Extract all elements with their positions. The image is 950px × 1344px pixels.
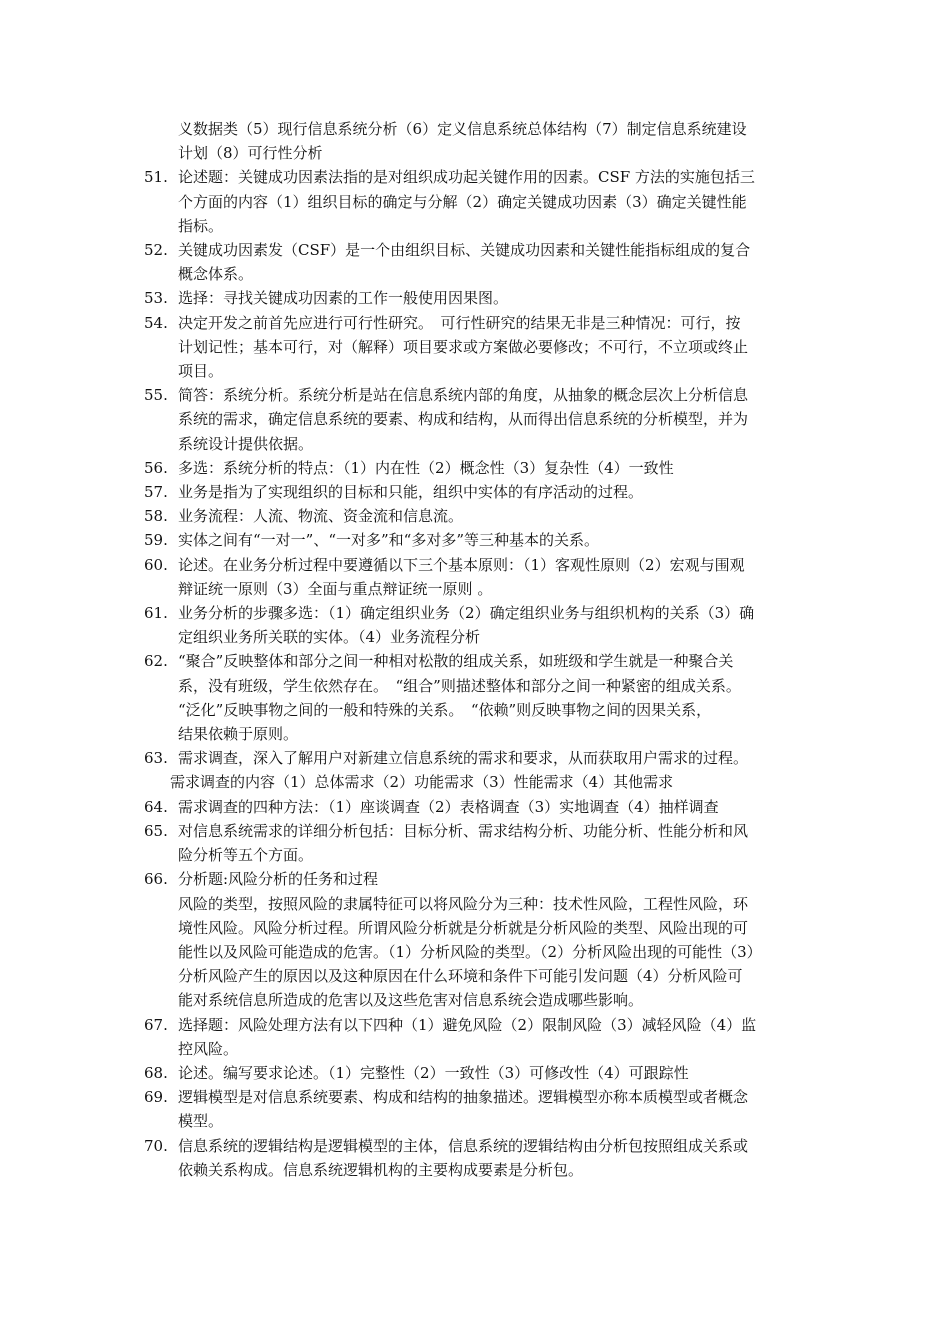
item-number: 56. <box>144 458 168 477</box>
item-text-line: 业务分析的步骤多选：（1）确定组织业务（2）确定组织业务与组织机构的关系（3）确 <box>178 604 755 623</box>
item-text-line: “泛化”反映事物之间的一般和特殊的关系。 “依赖”则反映事物之间的因果关系， <box>178 700 712 719</box>
item-text-line: 概念体系。 <box>178 265 254 284</box>
item-text-line: 系统的需求，确定信息系统的要素、构成和结构，从而得出信息系统的分析模型，并为 <box>178 410 749 429</box>
item-text-line: 需求调查，深入了解用户对新建立信息系统的需求和要求，从而获取用户需求的过程。 <box>178 749 749 768</box>
item-text-line: 个方面的内容（1）组织目标的确定与分解（2）确定关键成功因素（3）确定关键性能 <box>178 192 747 211</box>
item-text-line: 选择题：风险处理方法有以下四种（1）避免风险（2）限制风险（3）减轻风险（4）监 <box>178 1015 757 1034</box>
item-text-line: 业务是指为了实现组织的目标和只能，组织中实体的有序活动的过程。 <box>178 483 644 502</box>
list-item <box>144 528 810 552</box>
item-number: 69. <box>144 1088 168 1107</box>
list-item <box>144 819 810 867</box>
list-item <box>144 238 810 286</box>
list-item <box>144 165 810 238</box>
item-text-line: 系，没有班级，学生依然存在。 “组合”则描述整体和部分之间一种紧密的组成关系。 <box>178 676 741 695</box>
item-number: 51. <box>144 168 168 187</box>
list-item-continuation <box>144 117 810 165</box>
item-text-line: 能性以及风险可能造成的危害。（1）分析风险的类型。（2）分析风险出现的可能性（3） <box>178 942 762 961</box>
item-number: 70. <box>144 1136 168 1155</box>
list-item <box>144 504 810 528</box>
item-number: 62. <box>144 652 168 671</box>
list-item <box>144 746 810 770</box>
item-text-line: 论述。编写要求论述。（1）完整性（2）一致性（3）可修改性（4）可跟踪性 <box>178 1063 689 1082</box>
item-text-line: 结果依赖于原则。 <box>178 725 299 744</box>
item-text-line: 论述题：关键成功因素法指的是对组织成功起关键作用的因素。CSF 方法的实施包括三 <box>178 168 755 187</box>
item-number: 66. <box>144 870 168 889</box>
list-item <box>144 480 810 504</box>
item-text-line: 项目。 <box>178 362 224 381</box>
item-text-line: 计划记性；基本可行，对（解释）项目要求或方案做必要修改；不可行，不立项或终止 <box>178 337 749 356</box>
item-text-line: 义数据类（5）现行信息系统分析（6）定义信息系统总体结构（7）制定信息系统建设 <box>178 120 747 138</box>
item-text-line: 决定开发之前首先应进行可行性研究。 可行性研究的结果无非是三种情况：可行，按 <box>178 313 741 332</box>
item-number: 55. <box>144 386 168 405</box>
item-text-line: 境性风险。风险分析过程。所谓风险分析就是分析就是分析风险的类型、风险出现的可 <box>178 918 749 937</box>
item-text-line: 依赖关系构成。信息系统逻辑机构的主要构成要素是分析包。 <box>178 1160 584 1179</box>
item-text-line: 论述。在业务分析过程中要遵循以下三个基本原则：（1）客观性原则（2）宏观与围观 <box>178 555 745 574</box>
item-text-line: 定组织业务所关联的实体。（4）业务流程分析 <box>178 628 481 647</box>
item-number: 54. <box>144 313 168 332</box>
item-text-line: 信息系统的逻辑结构是逻辑模型的主体，信息系统的逻辑结构由分析包按照组成关系或 <box>178 1136 749 1155</box>
list-item <box>144 311 810 384</box>
list-item <box>144 553 810 601</box>
item-text-line: “聚合”反映整体和部分之间一种相对松散的组成关系，如班级和学生就是一种聚合关 <box>178 652 734 671</box>
item-number: 64. <box>144 797 168 816</box>
item-text-line: 系统设计提供依据。 <box>178 434 314 453</box>
item-number: 52. <box>144 241 168 260</box>
item-text-line: 多选：系统分析的特点：（1）内在性（2）概念性（3）复杂性（4）一致性 <box>178 458 674 477</box>
item-text-line: 控风险。 <box>178 1039 239 1058</box>
item-text-line: 逻辑模型是对信息系统要素、构成和结构的抽象描述。逻辑模型亦称本质模型或者概念 <box>178 1088 749 1107</box>
list-item <box>144 601 810 649</box>
list-item <box>144 286 810 310</box>
item-text-line: 选择：寻找关键成功因素的工作一般使用因果图。 <box>178 289 509 308</box>
item-number: 63. <box>144 749 168 768</box>
list-item <box>144 795 810 819</box>
item-number: 61. <box>144 604 168 623</box>
item-number: 68. <box>144 1063 168 1082</box>
item-text-line: 需求调查的内容（1）总体需求（2）功能需求（3）性能需求（4）其他需求 <box>170 773 674 792</box>
item-text-line: 能对系统信息所造成的危害以及这些危害对信息系统会造成哪些影响。 <box>178 991 644 1010</box>
item-number: 67. <box>144 1015 168 1034</box>
list-item <box>144 867 810 1012</box>
item-text-line: 对信息系统需求的详细分析包括：目标分析、需求结构分析、功能分析、性能分析和风 <box>178 821 749 840</box>
item-text-line: 指标。 <box>178 216 224 235</box>
list-item <box>144 383 810 456</box>
item-text-line: 简答：系统分析。系统分析是站在信息系统内部的角度，从抽象的概念层次上分析信息 <box>178 386 749 405</box>
document-body <box>144 117 810 1182</box>
item-text-line: 风险的类型，按照风险的隶属特征可以将风险分为三种：技术性风险，工程性风险，环 <box>178 894 749 913</box>
item-number: 53. <box>144 289 168 308</box>
item-text-line: 模型。 <box>178 1112 224 1131</box>
item-text-line: 关键成功因素发（CSF）是一个由组织目标、关键成功因素和关键性能指标组成的复合 <box>178 241 751 260</box>
item-number: 59. <box>144 531 168 550</box>
item-number: 65. <box>144 821 168 840</box>
item-number: 58. <box>144 507 168 526</box>
item-text-line: 计划（8）可行性分析 <box>178 144 323 163</box>
item-text-line: 辩证统一原则（3）全面与重点辩证统一原则 。 <box>178 579 493 598</box>
list-item <box>144 1085 810 1133</box>
item-text-line: 分析题:风险分析的任务和过程 <box>178 870 379 889</box>
item-text-line: 分析风险产生的原因以及这种原因在什么环境和条件下可能引发问题（4）分析风险可 <box>178 967 743 986</box>
item-number: 57. <box>144 483 168 502</box>
list-item-extra <box>144 770 810 794</box>
item-text-line: 需求调查的四种方法：（1）座谈调查（2）表格调查（3）实地调查（4）抽样调查 <box>178 797 719 816</box>
item-text-line: 险分析等五个方面。 <box>178 846 314 865</box>
item-text-line: 业务流程：人流、物流、资金流和信息流。 <box>178 507 464 526</box>
item-number: 60. <box>144 555 168 574</box>
list-item <box>144 1134 810 1182</box>
list-item <box>144 649 810 746</box>
list-item <box>144 1061 810 1085</box>
list-item <box>144 1013 810 1061</box>
list-item <box>144 456 810 480</box>
item-text-line: 实体之间有“一对一”、“一对多”和“多对多”等三种基本的关系。 <box>178 531 600 550</box>
